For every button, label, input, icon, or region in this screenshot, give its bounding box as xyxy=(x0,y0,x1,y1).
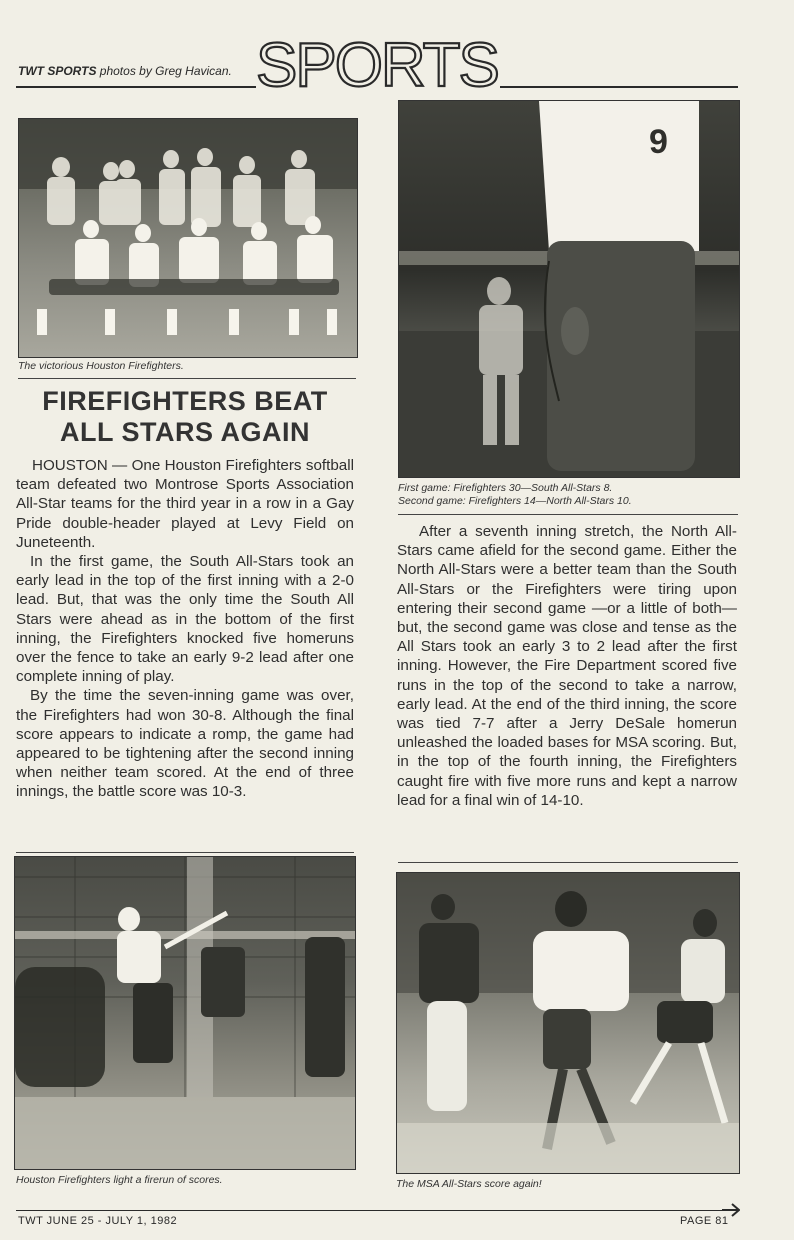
photo-credit xyxy=(18,64,232,78)
article-column-right xyxy=(397,522,737,810)
team-photo xyxy=(18,118,358,358)
batter-photo-caption: Houston Firefighters light a firerun of scores. xyxy=(16,1174,223,1186)
caption-rule xyxy=(18,378,356,379)
batter-photo-figures xyxy=(15,857,355,1169)
credit-brand: TWT SPORTS xyxy=(18,64,97,78)
pitcher-caption-rule xyxy=(398,514,738,515)
team-photo-caption: The victorious Houston Firefighters. xyxy=(18,360,184,372)
paragraph-2: In the first game, the South All-Stars took an early lead in the top of the first inning with a 2-0 lead. But, that was the only time the South All Stars were ahead as in the bottom of the first inning, the Firefighters knocked five homeruns over the fence to take an early 9-2 lead after one complete inning of play. xyxy=(16,553,354,686)
sports-masthead xyxy=(252,28,502,98)
runners-photo xyxy=(396,872,740,1174)
paragraph-3: By the time the seven-inning game was over, the Firefighters had won 30-8. Although the final score appears to indicate a romp, the game had appeared to be tightening after the second inning when neither team scored. At the end of three innings, the battle score was 10-3. xyxy=(16,687,354,801)
right-column-end-rule xyxy=(398,862,738,863)
paragraph-1: HOUSTON — One Houston Firefighters softball team defeated two Montrose Sports Association All-Star teams for the third year in a row in a Gay Pride double-header played at Levy Field on Juneteenth. xyxy=(16,457,354,551)
page-number: PAGE 81 xyxy=(680,1215,729,1227)
team-photo-figures xyxy=(19,119,357,357)
masthead-text: SPORTS xyxy=(256,31,498,98)
footer-rule xyxy=(16,1210,736,1211)
article-headline xyxy=(18,386,352,448)
article-column-left xyxy=(16,456,354,802)
jersey-number: 9 xyxy=(649,123,668,161)
headline-line-2: ALL STARS AGAIN xyxy=(60,417,310,447)
header-rule-right xyxy=(500,86,738,88)
issue-date: TWT JUNE 25 - JULY 1, 1982 xyxy=(18,1215,178,1227)
caption-first-game: First game: Firefighters 30—South All-Stars 8. xyxy=(398,482,613,494)
paragraph-4: After a seventh inning stretch, the North All-Stars came afield for the second game. Either the North All-Stars were a better team than the South All-Stars or the Firefighters were tiring upon entering their second game —or a little of both—but, the second game was close and tense as the All Stars took an early 3 to 2 lead after the first inning. However, the Fire Department scored five runs in the top of the second to take a narrow, early lead. At the end of the third inning, the score was tied 7-7 after a Jerry DeSale homerun unleashed the loaded bases for MSA scoring. But, in the top of the fourth inning, the Firefighters caught fire with five more runs and kept a narrow lead for a final win of 14-10. xyxy=(397,523,737,809)
pitcher-photo-figures xyxy=(399,101,739,477)
headline-line-1: FIREFIGHTERS BEAT xyxy=(42,386,328,416)
batter-photo-rule xyxy=(16,852,354,853)
header-rule-left xyxy=(16,86,256,88)
caption-second-game: Second game: Firefighters 14—North All-Stars 10. xyxy=(398,495,632,507)
runners-photo-figures xyxy=(397,873,739,1173)
batter-photo xyxy=(14,856,356,1170)
pitcher-photo xyxy=(398,100,740,478)
pitcher-photo-caption xyxy=(398,482,738,508)
runners-photo-caption: The MSA All-Stars score again! xyxy=(396,1178,542,1190)
credit-text: photos by Greg Havican. xyxy=(96,64,232,78)
